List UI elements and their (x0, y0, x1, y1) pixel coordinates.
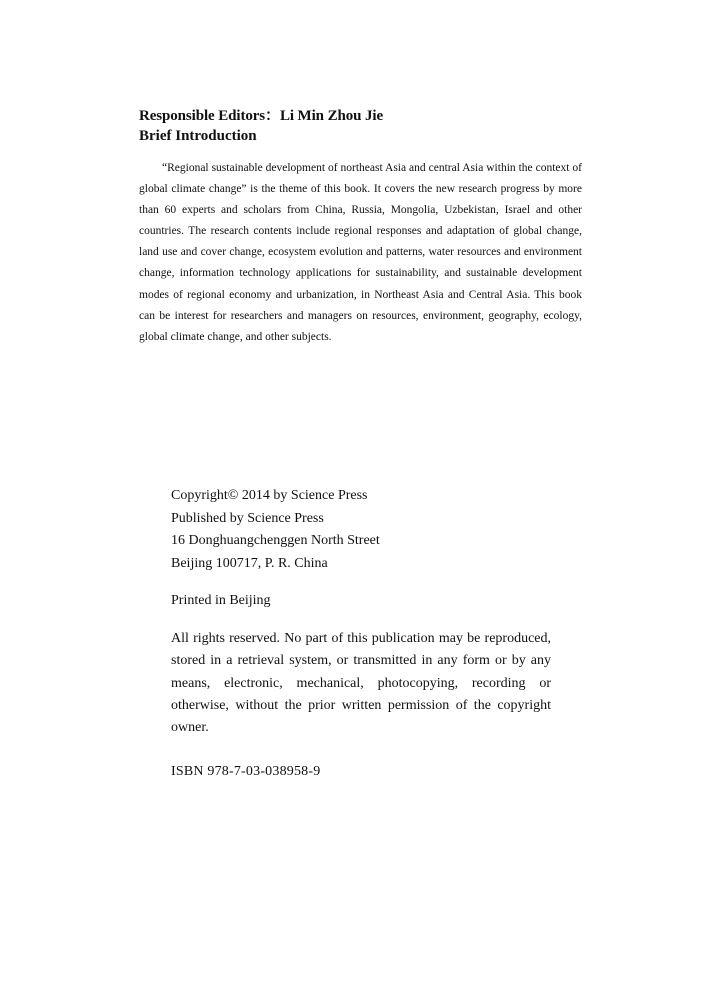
brief-introduction-heading: Brief Introduction (139, 128, 257, 144)
printed-in-line: Printed in Beijing (171, 593, 271, 608)
published-by-line: Published by Science Press (171, 510, 324, 526)
address-line: 16 Donghuangchenggen North Street (171, 533, 380, 548)
copyright-line: Copyright© 2014 by Science Press (171, 488, 368, 503)
city-line: Beijing 100717, P. R. China (171, 555, 328, 571)
responsible-editors: Responsible Editors：Li Min Zhou Jie (139, 108, 384, 124)
brief-introduction-text: “Regional sustainable development of northeast Asia and central Asia within the context of global climate change” is the theme of this book. It covers the new research progress by more than 60 experts and scholars from China, Russia, Mongolia, Uzbekistan, Israel and other countries. The research contents include regional responses and adaptation of global change, land use and cover change, ecosystem evolution and patterns, water resources and environment change, information technology applications for sustainability, and sustainable development modes of regional economy and urbanization, in Northeast Asia and Central Asia. This book can be interest for researchers and managers on resources, environment, geography, ecology, global climate change, and other subjects. (139, 162, 582, 343)
rights-reserved-notice: All rights reserved. No part of this publication may be reproduced, stored in a retrieval system, or transmitted in any form or by any means, electronic, mechanical, photocopying, recording or otherwise, without the prior written permission of the copyright owner. (171, 631, 551, 736)
isbn-number: ISBN 978-7-03-038958-9 (171, 764, 321, 779)
publisher-info (171, 485, 561, 575)
